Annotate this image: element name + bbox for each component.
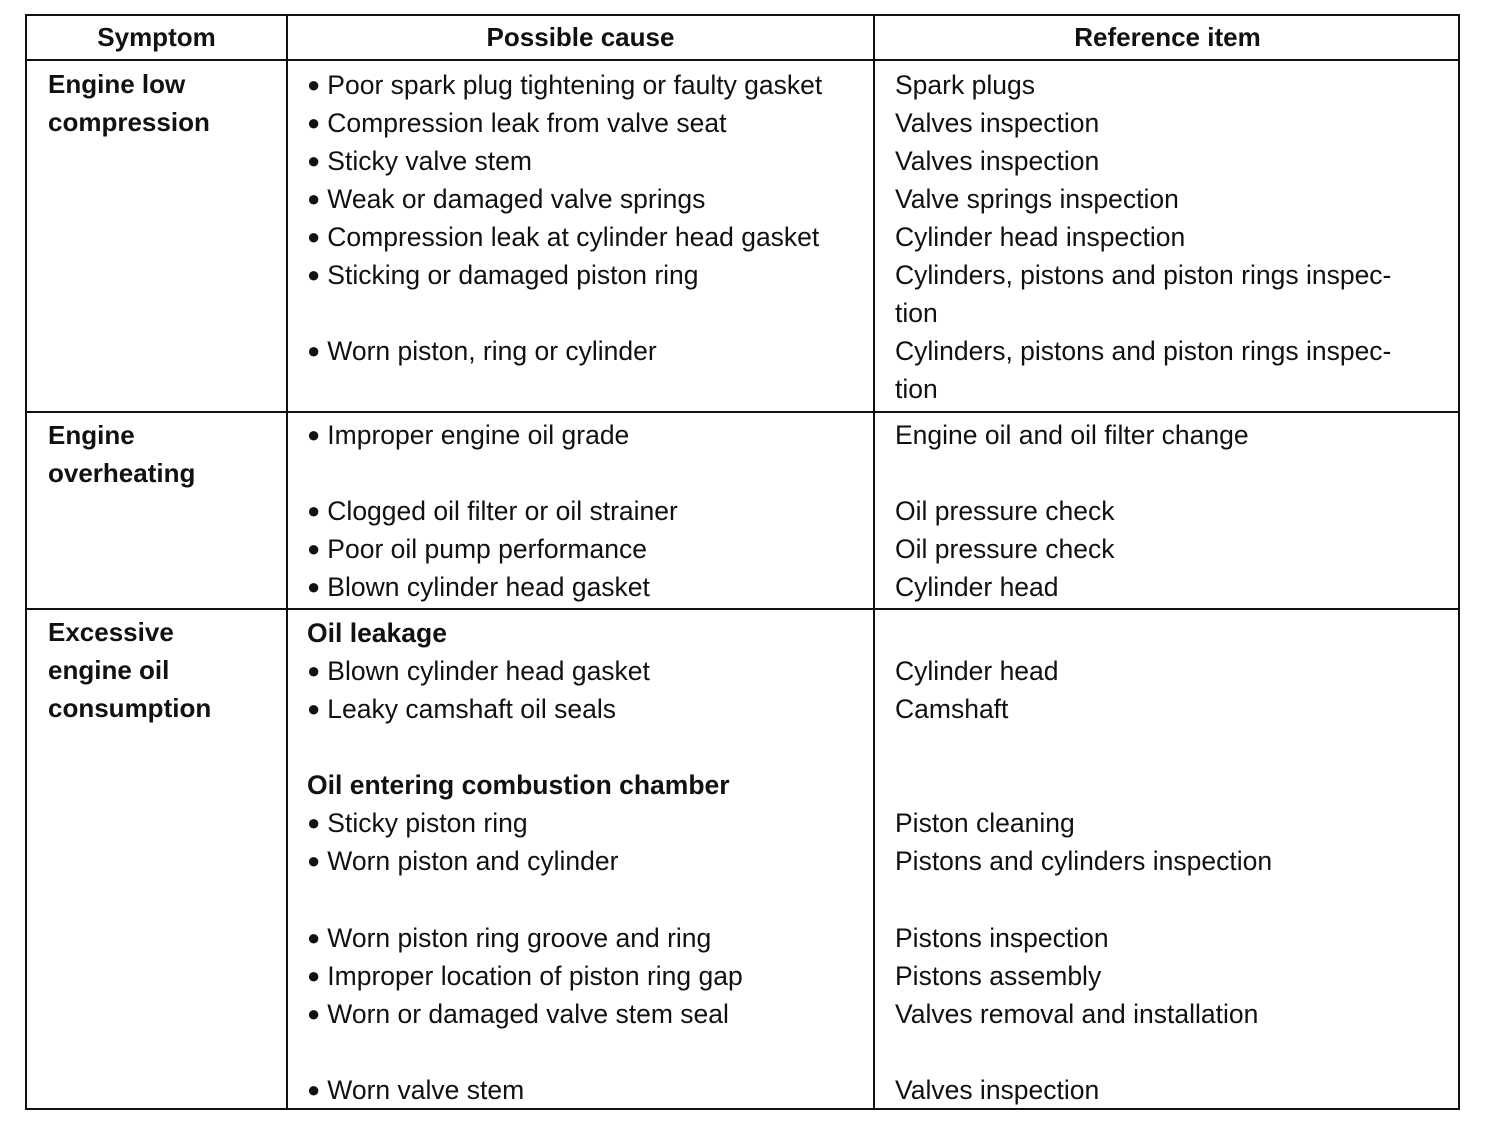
header-reference-item: Reference item xyxy=(1074,22,1261,52)
reference-item: Valves inspection xyxy=(895,1075,1100,1105)
cause-item: ● Worn valve stem xyxy=(307,1071,524,1109)
reference-item: Pistons and cylinders inspection xyxy=(895,846,1273,876)
reference-item: Piston cleaning xyxy=(895,808,1075,838)
cause-item: ● Blown cylinder head gasket xyxy=(307,568,650,606)
reference-item: tion xyxy=(895,374,938,404)
troubleshooting-table xyxy=(25,14,1460,1110)
reference-item: Spark plugs xyxy=(895,70,1035,100)
reference-item: Oil pressure check xyxy=(895,496,1115,526)
cause-item: ● Sticky valve stem xyxy=(307,142,532,180)
reference-item: Valves removal and installation xyxy=(895,999,1259,1029)
cause-item: ● Worn piston ring groove and ring xyxy=(307,919,711,957)
cause-item: ● Weak or damaged valve springs xyxy=(307,180,705,218)
reference-item: Pistons inspection xyxy=(895,923,1109,953)
row-divider-2 xyxy=(27,608,1458,610)
cause-item: ● Compression leak at cylinder head gasket xyxy=(307,218,819,256)
reference-item: Oil pressure check xyxy=(895,534,1115,564)
reference-item: Cylinder head inspection xyxy=(895,222,1186,252)
reference-item: Valves inspection xyxy=(895,108,1100,138)
cause-item: ● Poor oil pump performance xyxy=(307,530,647,568)
reference-item: Engine oil and oil filter change xyxy=(895,420,1249,450)
reference-item: Valve springs inspection xyxy=(895,184,1179,214)
symptom-engine-low-compression xyxy=(48,65,278,141)
cause-item: ● Worn piston and cylinder xyxy=(307,842,618,880)
symptom-line: Engine xyxy=(48,420,135,450)
cause-item: ● Improper location of piston ring gap xyxy=(307,957,743,995)
cause-item: ● Sticking or damaged piston ring xyxy=(307,256,699,294)
header-possible-cause: Possible cause xyxy=(486,22,675,52)
reference-item: Cylinders, pistons and piston rings inspec- xyxy=(895,260,1392,290)
header-symptom: Symptom xyxy=(97,22,216,52)
symptom-line: engine oil xyxy=(48,655,170,685)
reference-item: Valves inspection xyxy=(895,146,1100,176)
cause-item: ● Compression leak from valve seat xyxy=(307,104,726,142)
cause-item: ● Clogged oil filter or oil strainer xyxy=(307,492,678,530)
column-divider-2 xyxy=(873,16,875,1108)
symptom-engine-overheating xyxy=(48,416,278,492)
cause-item: ● Poor spark plug tightening or faulty gasket xyxy=(307,66,822,104)
cause-item: ● Blown cylinder head gasket xyxy=(307,652,650,690)
reference-item: Cylinders, pistons and piston rings inspec- xyxy=(895,336,1392,366)
header-divider xyxy=(27,59,1458,61)
reference-item: Cylinder head xyxy=(895,656,1059,686)
symptom-line: overheating xyxy=(48,458,196,488)
symptom-line: Engine low xyxy=(48,69,186,99)
symptom-line: Excessive xyxy=(48,617,174,647)
cause-item: ● Worn or damaged valve stem seal xyxy=(307,995,729,1033)
reference-item: Camshaft xyxy=(895,694,1009,724)
cause-item: ● Improper engine oil grade xyxy=(307,416,629,454)
reference-item: Pistons assembly xyxy=(895,961,1102,991)
cause-item: ● Leaky camshaft oil seals xyxy=(307,690,616,728)
cause-subheading: Oil leakage xyxy=(307,618,447,648)
symptom-line: consumption xyxy=(48,693,212,723)
cause-subheading: Oil entering combustion chamber xyxy=(307,770,730,800)
symptom-excessive-oil-consumption xyxy=(48,613,278,727)
row-divider-1 xyxy=(27,411,1458,413)
reference-item: Cylinder head xyxy=(895,572,1059,602)
cause-item: ● Sticky piston ring xyxy=(307,804,528,842)
cause-item: ● Worn piston, ring or cylinder xyxy=(307,332,657,370)
column-divider-1 xyxy=(286,16,288,1108)
symptom-line: compression xyxy=(48,107,210,137)
reference-item: tion xyxy=(895,298,938,328)
